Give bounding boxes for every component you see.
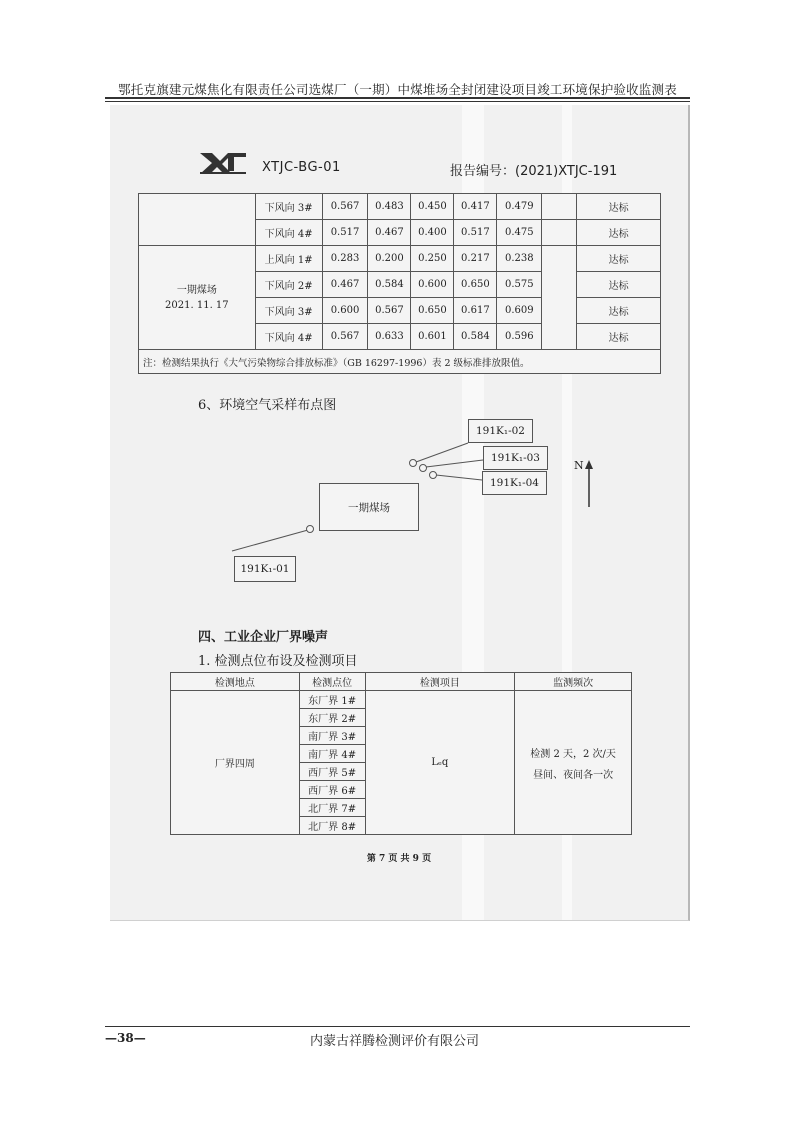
group-date: 2021. 11. 17 (165, 299, 229, 311)
section-6-title: 6、环境空气采样布点图 (198, 398, 337, 413)
group-site: 一期煤场 (176, 284, 217, 296)
column-header: 检测项目 (365, 673, 515, 691)
result-cell: 达标 (577, 298, 661, 324)
value-cell: 0.450 (411, 194, 454, 220)
value-cell: 0.650 (454, 272, 497, 298)
table-row (139, 350, 661, 374)
limit-cell (542, 194, 577, 220)
point-cell: 东厂界 2# (299, 709, 365, 727)
section-4-subtitle: 1. 检测点位布设及检测项目 (198, 654, 358, 669)
point-cell: 北厂界 8# (299, 817, 365, 835)
xt-logo (198, 149, 248, 175)
value-cell: 0.617 (454, 298, 497, 324)
table-row (139, 246, 661, 272)
column-header: 检测点位 (299, 673, 365, 691)
location-cell: 厂界四周 (171, 691, 300, 835)
item-cell: Lₑq (365, 691, 515, 835)
value-cell: 0.217 (454, 246, 497, 272)
point-cell: 南厂界 3# (299, 727, 365, 745)
table-note: 注：检测结果执行《大气污染物综合排放标准》（GB 16297-1996）表 2 级标准排放限值。 (139, 350, 661, 374)
point-cell: 下风向 3# (255, 298, 322, 324)
value-cell: 0.417 (454, 194, 497, 220)
point-cell: 西厂界 6# (299, 781, 365, 799)
value-cell: 0.200 (368, 246, 411, 272)
report-number: 报告编号：(2021)XTJC-191 (450, 164, 618, 179)
value-cell: 0.283 (322, 246, 368, 272)
scanned-report-page (110, 105, 690, 921)
north-arrow-label: N (574, 459, 584, 472)
column-header: 监测频次 (515, 673, 632, 691)
value-cell: 0.600 (322, 298, 368, 324)
point-cell: 下风向 2# (255, 272, 322, 298)
value-cell: 0.467 (322, 272, 368, 298)
value-cell: 0.467 (368, 220, 411, 246)
result-cell: 达标 (577, 246, 661, 272)
value-cell: 0.517 (454, 220, 497, 246)
value-cell: 0.584 (454, 324, 497, 350)
value-cell: 0.475 (497, 220, 542, 246)
table-header-row (171, 673, 632, 691)
sampling-point-label: 191K₁-04 (482, 471, 547, 495)
point-cell: 上风向 1# (255, 246, 322, 272)
value-cell: 0.650 (411, 298, 454, 324)
coal-yard-box: 一期煤场 (319, 483, 419, 531)
table-cell-empty (139, 194, 256, 246)
value-cell: 0.567 (322, 194, 368, 220)
frequency-cell (515, 691, 632, 835)
value-cell: 0.517 (322, 220, 368, 246)
footer-page-number: —38— (105, 1031, 146, 1045)
value-cell: 0.609 (497, 298, 542, 324)
result-cell: 达标 (577, 272, 661, 298)
value-cell: 0.400 (411, 220, 454, 246)
sampling-point-label: 191K₁-03 (483, 446, 548, 470)
point-cell: 南厂界 4# (299, 745, 365, 763)
point-cell: 下风向 4# (255, 324, 322, 350)
value-cell: 0.250 (411, 246, 454, 272)
footer-company-name: 内蒙古祥腾检测评价有限公司 (310, 1034, 480, 1049)
frequency-line: 检测 2 天，2 次/天 (530, 748, 616, 760)
result-cell: 达标 (577, 220, 661, 246)
footer-rule (105, 1026, 690, 1027)
table-row (171, 691, 632, 709)
limit-cell (542, 220, 577, 246)
noise-points-table (170, 672, 632, 835)
result-cell: 达标 (577, 324, 661, 350)
point-cell: 西厂界 5# (299, 763, 365, 781)
value-cell: 0.633 (368, 324, 411, 350)
limit-cell (542, 246, 577, 350)
table-row (139, 194, 661, 220)
value-cell: 0.238 (497, 246, 542, 272)
header-rule-thick (105, 97, 690, 99)
value-cell: 0.575 (497, 272, 542, 298)
sampling-point-label: 191K₁-02 (468, 419, 533, 443)
result-cell: 达标 (577, 194, 661, 220)
group-label-cell (139, 246, 256, 350)
point-cell: 下风向 4# (255, 220, 322, 246)
section-4-title: 四、工业企业厂界噪声 (198, 630, 329, 645)
value-cell: 0.601 (411, 324, 454, 350)
value-cell: 0.567 (322, 324, 368, 350)
header-rule-thin (105, 101, 690, 102)
point-cell: 北厂界 7# (299, 799, 365, 817)
page-header-title: 鄂托克旗建元煤焦化有限责任公司选煤厂（一期）中煤堆场全封闭建设项目竣工环境保护验收监测表 (118, 82, 677, 97)
sampling-point-label: 191K₁-01 (234, 556, 296, 582)
value-cell: 0.567 (368, 298, 411, 324)
point-cell: 东厂界 1# (299, 691, 365, 709)
doc-code: XTJC-BG-01 (262, 160, 341, 175)
air-results-table (138, 193, 661, 374)
frequency-line: 昼间、夜间各一次 (533, 769, 614, 781)
scan-page-number: 第 7 页 共 9 页 (366, 854, 432, 864)
value-cell: 0.584 (368, 272, 411, 298)
value-cell: 0.600 (411, 272, 454, 298)
value-cell: 0.479 (497, 194, 542, 220)
point-cell: 下风向 3# (255, 194, 322, 220)
column-header: 检测地点 (171, 673, 300, 691)
value-cell: 0.596 (497, 324, 542, 350)
value-cell: 0.483 (368, 194, 411, 220)
